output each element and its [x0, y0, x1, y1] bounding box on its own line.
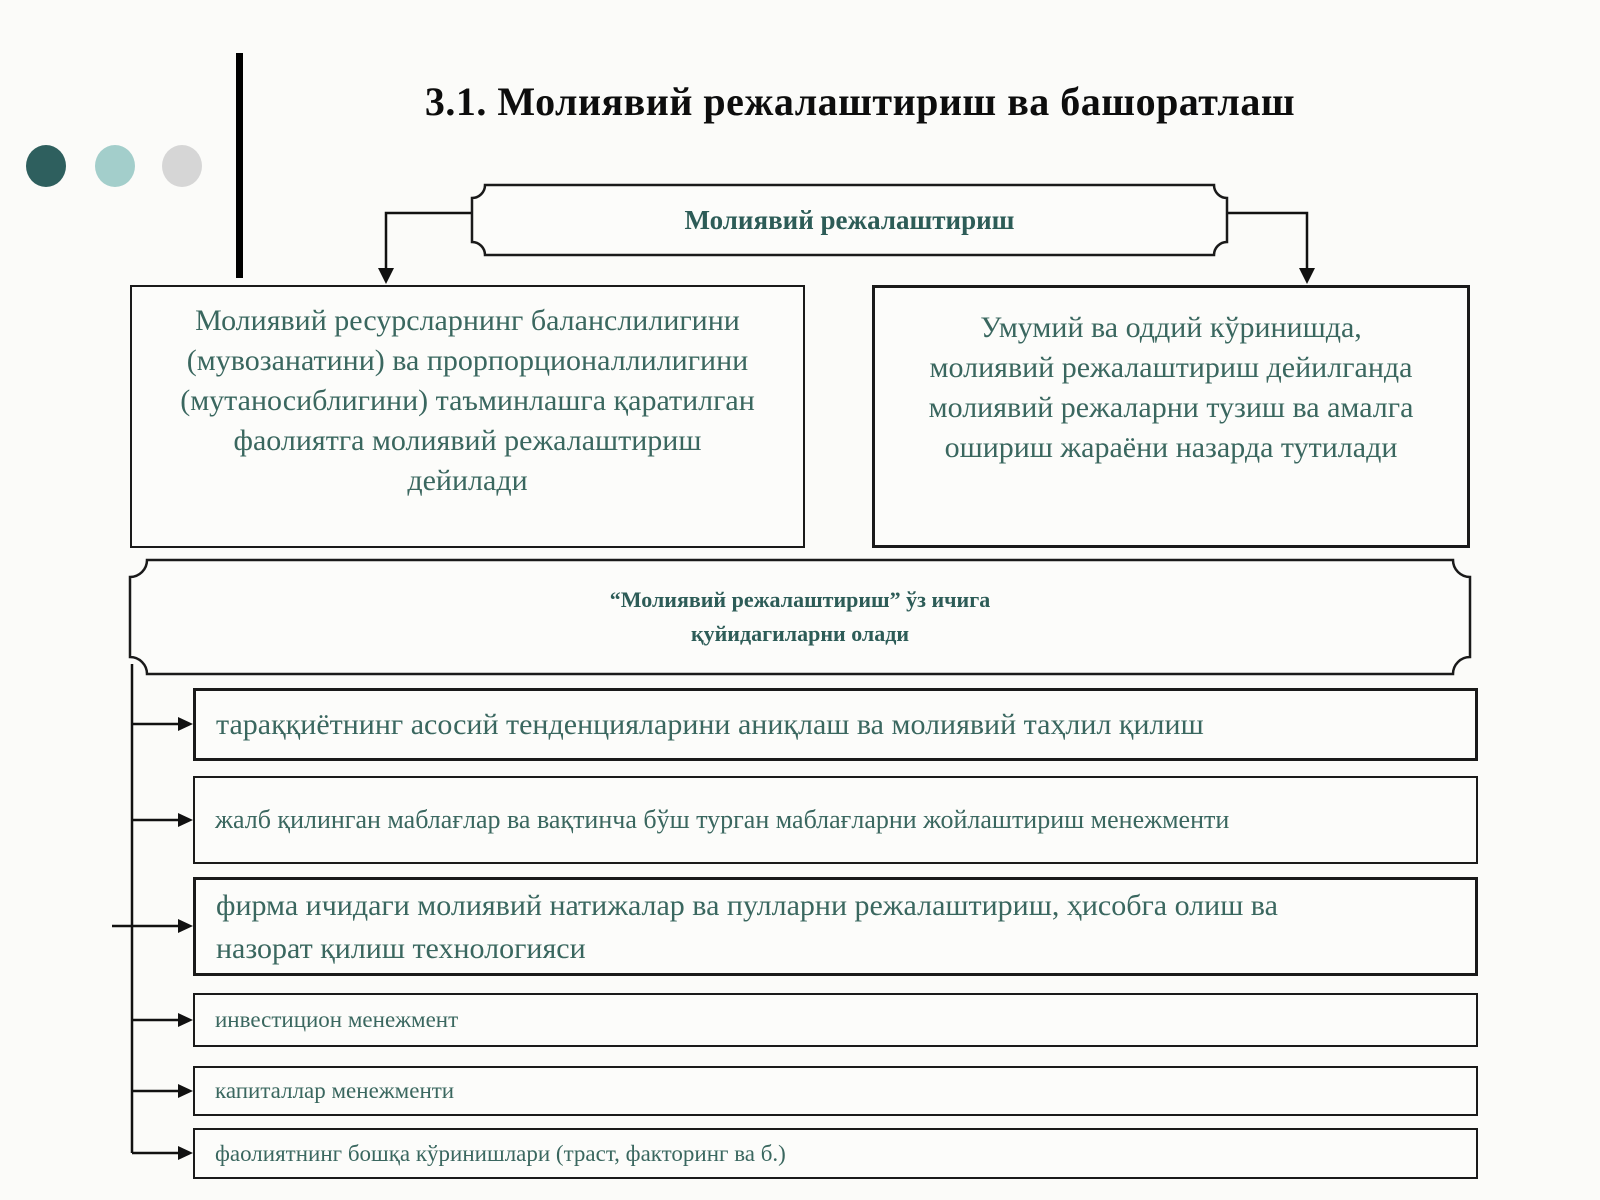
definition-left-line: дейилади [407, 464, 528, 497]
definition-box-left [130, 285, 805, 548]
item-label: тараққиётнинг асосий тенденцияларини аниқлаш ва молиявий таҳлил қилиш [216, 707, 1204, 741]
item-box-intrafirm-planning [193, 877, 1478, 976]
definition-left-line: (мутаносиблигини) таъминлашга қаратилган [180, 384, 755, 417]
definition-right-line: Умумий ва оддий кўринишда, [980, 311, 1362, 344]
banner-label [130, 560, 1470, 674]
item-label-line: назорат қилиш технологияси [216, 931, 586, 965]
item-box-funds-placement [193, 776, 1478, 864]
definition-right-line: молиявий режаларни тузиш ва амалга [928, 391, 1414, 424]
item-label: капиталлар менежменти [215, 1078, 455, 1103]
definition-left-line: фаолиятга молиявий режалаштириш [233, 424, 702, 457]
connector-root-to-right [1227, 213, 1307, 270]
definition-right-line: ошириш жараёни назарда тутилади [944, 431, 1398, 464]
item-label: инвестицион менежмент [215, 1007, 459, 1032]
connector-root-to-left [386, 213, 472, 270]
root-box-label: Молиявий режалаштириш [684, 204, 1015, 235]
item-box-trend-analysis [193, 688, 1478, 761]
decor-vertical-bar [236, 53, 243, 278]
decor-dot-gray [162, 145, 202, 187]
item-label: жалб қилинган маблағлар ва вақтинча бўш турган маблағларни жойлаштириш менежменти [215, 805, 1230, 834]
item-box-capital-management [193, 1066, 1478, 1116]
item-label: фаолиятнинг бошқа кўринишлари (траст, факторинг ва б.) [215, 1140, 786, 1166]
slide-title: 3.1. Молиявий режалаштириш ва башоратлаш [424, 79, 1296, 124]
definition-left-line: Молиявий ресурсларнинг баланслилигини [195, 304, 740, 337]
banner-line-1: “Молиявий режалаштириш” ўз ичига [609, 587, 991, 612]
item-box-other-activities [193, 1128, 1478, 1179]
item-box-investment-management [193, 993, 1478, 1047]
decor-dot-dark-teal [26, 145, 66, 187]
definition-right-line: молиявий режалаштириш дейилганда [929, 351, 1413, 384]
decor-dot-light-teal [95, 145, 135, 187]
item-label-line: фирма ичидаги молиявий натижалар ва пулларни режалаштириш, ҳисобга олиш ва [216, 888, 1278, 922]
definition-left-line: (мувозанатини) ва прорпорционаллилигини [186, 344, 749, 377]
banner-line-2: қуйидагиларни олади [690, 621, 910, 646]
definition-box-right [872, 285, 1470, 548]
